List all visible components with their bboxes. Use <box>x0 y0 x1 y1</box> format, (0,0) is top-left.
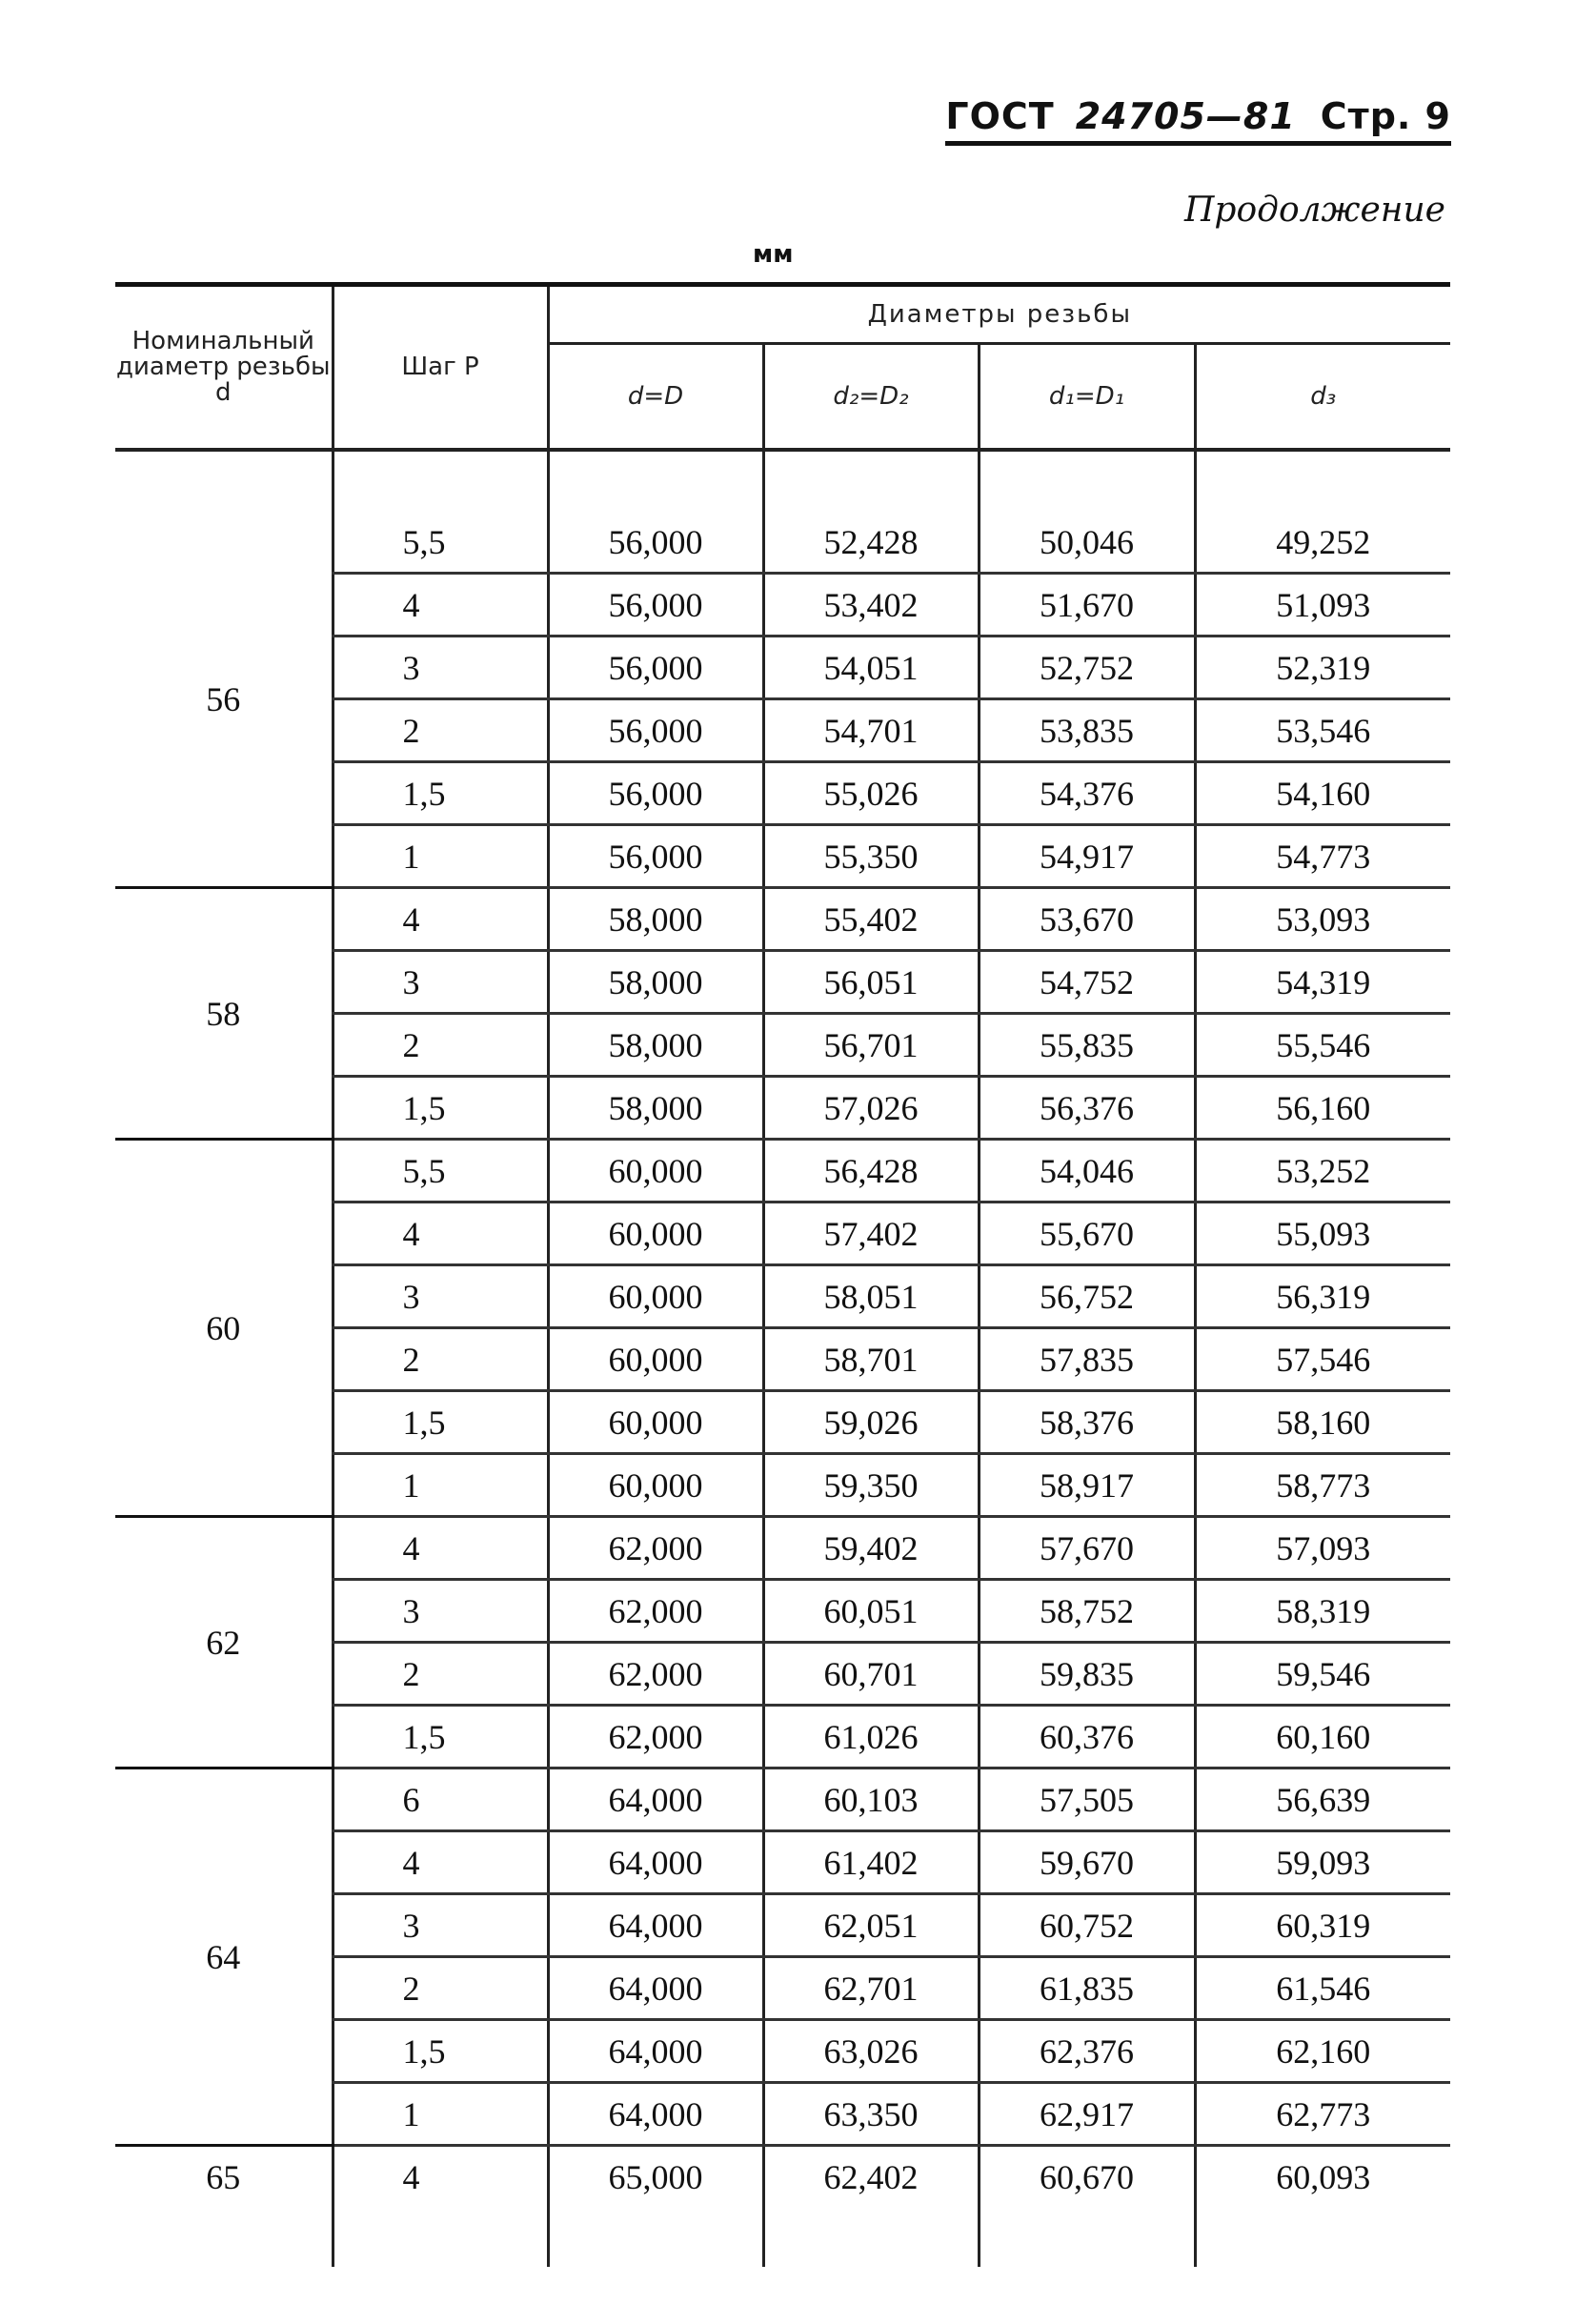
d1-cell: 54,046 <box>979 1140 1195 1203</box>
d-cell: 60,000 <box>548 1265 763 1328</box>
d2-cell: 59,026 <box>763 1391 979 1454</box>
nominal-diameter-cell: 56 <box>115 512 333 888</box>
d-cell: 56,000 <box>548 699 763 762</box>
d1-cell: 62,376 <box>979 2020 1195 2083</box>
d3-cell: 54,773 <box>1195 825 1450 888</box>
nominal-diameter-cell: 65 <box>206 2157 241 2196</box>
d1-cell: 54,917 <box>979 825 1195 888</box>
d1-cell: 56,752 <box>979 1265 1195 1328</box>
d1-cell: 60,752 <box>979 1894 1195 1957</box>
d2-cell: 60,051 <box>763 1580 979 1643</box>
nominal-diameter-header: Номинальный диаметр резьбы d <box>115 285 333 451</box>
pitch-cell: 1 <box>333 1454 548 1517</box>
thread-diameters-header: Диаметры резьбы <box>548 285 1450 344</box>
d1-cell: 60,376 <box>979 1706 1195 1768</box>
table-row <box>115 2146 1450 2208</box>
d-cell: 60,000 <box>548 1391 763 1454</box>
d-cell: 60,000 <box>548 1454 763 1517</box>
d3-cell: 59,093 <box>1195 1831 1450 1894</box>
d1-cell: 51,670 <box>979 574 1195 637</box>
tail-cell <box>333 2207 548 2267</box>
d2-cell: 52,428 <box>763 512 979 574</box>
pitch-cell: 1,5 <box>333 1077 548 1140</box>
d-cell: 64,000 <box>548 1768 763 1831</box>
tail-cell <box>1195 2207 1450 2267</box>
pitch-cell: 2 <box>333 1957 548 2020</box>
d-cell: 56,000 <box>548 574 763 637</box>
d2-cell: 56,428 <box>763 1140 979 1203</box>
pitch-cell: 1,5 <box>333 1706 548 1768</box>
d-cell: 62,000 <box>548 1580 763 1643</box>
d-cell: 58,000 <box>548 951 763 1014</box>
d-cell: 56,000 <box>548 762 763 825</box>
tail-row <box>115 2207 1450 2267</box>
d-cell: 60,000 <box>548 1140 763 1203</box>
d2-cell: 55,350 <box>763 825 979 888</box>
d2-cell: 59,402 <box>763 1517 979 1580</box>
d1-cell: 60,670 <box>979 2146 1195 2208</box>
pitch-cell: 4 <box>333 1831 548 1894</box>
d1-cell: 58,752 <box>979 1580 1195 1643</box>
d1-cell: 53,670 <box>979 888 1195 951</box>
pitch-cell: 3 <box>333 1894 548 1957</box>
d1-cell: 57,670 <box>979 1517 1195 1580</box>
d-cell: 58,000 <box>548 888 763 951</box>
tail-cell <box>979 2207 1195 2267</box>
spacer-cell <box>1195 450 1450 512</box>
d2-cell: 56,701 <box>763 1014 979 1077</box>
d1-cell: 53,835 <box>979 699 1195 762</box>
pitch-cell: 4 <box>333 888 548 951</box>
d-cell: 62,000 <box>548 1706 763 1768</box>
d3-cell: 57,093 <box>1195 1517 1450 1580</box>
d3-cell: 54,319 <box>1195 951 1450 1014</box>
d-cell: 64,000 <box>548 1957 763 2020</box>
pitch-cell: 6 <box>333 1768 548 1831</box>
d1-cell: 50,046 <box>979 512 1195 574</box>
d-cell: 60,000 <box>548 1203 763 1265</box>
d3-cell: 56,319 <box>1195 1265 1450 1328</box>
d1-cell: 58,376 <box>979 1391 1195 1454</box>
d-cell: 60,000 <box>548 1328 763 1391</box>
d3-cell: 53,093 <box>1195 888 1450 951</box>
d3-cell: 55,093 <box>1195 1203 1450 1265</box>
d2-cell: 60,103 <box>763 1768 979 1831</box>
d-cell: 64,000 <box>548 2020 763 2083</box>
d-cell: 56,000 <box>548 512 763 574</box>
d2-cell: 59,350 <box>763 1454 979 1517</box>
d2-cell: 60,701 <box>763 1643 979 1706</box>
d1-cell: 59,670 <box>979 1831 1195 1894</box>
tail-cell <box>763 2207 979 2267</box>
d2-cell: 61,026 <box>763 1706 979 1768</box>
pitch-cell: 2 <box>333 699 548 762</box>
d-cell: 65,000 <box>548 2146 763 2208</box>
d1-cell: 57,505 <box>979 1768 1195 1831</box>
spacer-cell <box>333 450 548 512</box>
pitch-cell: 5,5 <box>333 512 548 574</box>
spacer-row <box>115 450 1450 512</box>
d3-cell: 49,252 <box>1195 512 1450 574</box>
d2-cell: 55,402 <box>763 888 979 951</box>
pitch-cell: 1 <box>333 2083 548 2146</box>
d3-cell: 58,319 <box>1195 1580 1450 1643</box>
pitch-cell: 1,5 <box>333 762 548 825</box>
d3-cell: 56,639 <box>1195 1768 1450 1831</box>
d3-cell: 60,093 <box>1195 2146 1450 2208</box>
d1-cell: 52,752 <box>979 637 1195 699</box>
d1-cell: 54,752 <box>979 951 1195 1014</box>
d3-cell: 61,546 <box>1195 1957 1450 2020</box>
d-cell: 58,000 <box>548 1077 763 1140</box>
d3-cell: 56,160 <box>1195 1077 1450 1140</box>
d1-cell: 59,835 <box>979 1643 1195 1706</box>
table-row <box>115 1140 1450 1203</box>
d-cell: 62,000 <box>548 1517 763 1580</box>
d3-cell: 58,160 <box>1195 1391 1450 1454</box>
standard-number: 24705—81 <box>1075 95 1296 137</box>
d2-cell: 57,026 <box>763 1077 979 1140</box>
spacer-cell <box>548 450 763 512</box>
nominal-diameter-cell: 64 <box>115 1768 333 2146</box>
d2-cell: 58,051 <box>763 1265 979 1328</box>
pitch-cell: 2 <box>333 1328 548 1391</box>
d2-cell: 53,402 <box>763 574 979 637</box>
d3-cell: 52,319 <box>1195 637 1450 699</box>
table-row <box>115 1517 1450 1580</box>
pitch-cell: 4 <box>333 574 548 637</box>
d1-cell: 56,376 <box>979 1077 1195 1140</box>
pitch-cell: 1 <box>333 825 548 888</box>
table-body <box>115 450 1450 2267</box>
unit-label: мм <box>753 240 794 269</box>
pitch-cell: 2 <box>333 1014 548 1077</box>
d3-cell: 57,546 <box>1195 1328 1450 1391</box>
tail-cell <box>115 2207 333 2267</box>
d2-cell: 61,402 <box>763 1831 979 1894</box>
d1-cell: 54,376 <box>979 762 1195 825</box>
d-cell: 64,000 <box>548 1831 763 1894</box>
d3-cell: 60,160 <box>1195 1706 1450 1768</box>
pitch-cell: 3 <box>333 637 548 699</box>
standard-label: ГОСТ <box>945 95 1055 137</box>
spacer-cell <box>979 450 1195 512</box>
d3-cell: 51,093 <box>1195 574 1450 637</box>
nominal-diameter-cell: 60 <box>115 1140 333 1517</box>
d3-cell: 58,773 <box>1195 1454 1450 1517</box>
pitch-cell: 4 <box>333 2146 548 2208</box>
d1-cell: 58,917 <box>979 1454 1195 1517</box>
spacer-cell <box>763 450 979 512</box>
d1-cell: 55,670 <box>979 1203 1195 1265</box>
d-cell: 56,000 <box>548 637 763 699</box>
pitch-cell: 1,5 <box>333 2020 548 2083</box>
nominal-diameter-cell: 62 <box>115 1517 333 1768</box>
pitch-cell: 4 <box>333 1203 548 1265</box>
d-cell: 64,000 <box>548 2083 763 2146</box>
d2-column-header: d₂=D₂ <box>763 344 979 451</box>
d2-cell: 62,402 <box>763 2146 979 2208</box>
d1-cell: 62,917 <box>979 2083 1195 2146</box>
d-cell: 62,000 <box>548 1643 763 1706</box>
pitch-cell: 2 <box>333 1643 548 1706</box>
pitch-cell: 3 <box>333 1265 548 1328</box>
spacer-cell <box>115 450 333 512</box>
page-header <box>945 95 1451 146</box>
d3-cell: 60,319 <box>1195 1894 1450 1957</box>
table-row <box>115 888 1450 951</box>
d2-cell: 63,350 <box>763 2083 979 2146</box>
d2-cell: 63,026 <box>763 2020 979 2083</box>
d2-cell: 56,051 <box>763 951 979 1014</box>
d2-cell: 57,402 <box>763 1203 979 1265</box>
pitch-cell: 3 <box>333 951 548 1014</box>
d-cell: 58,000 <box>548 1014 763 1077</box>
d2-cell: 62,051 <box>763 1894 979 1957</box>
d3-cell: 55,546 <box>1195 1014 1450 1077</box>
d3-cell: 62,773 <box>1195 2083 1450 2146</box>
d1-cell: 61,835 <box>979 1957 1195 2020</box>
pitch-cell: 4 <box>333 1517 548 1580</box>
pitch-cell: 3 <box>333 1580 548 1643</box>
pitch-header: Шаг P <box>333 285 548 451</box>
d3-cell: 53,252 <box>1195 1140 1450 1203</box>
d1-column-header: d₁=D₁ <box>979 344 1195 451</box>
d3-cell: 53,546 <box>1195 699 1450 762</box>
table-row <box>115 512 1450 574</box>
thread-diameter-table <box>115 282 1450 2267</box>
table-row <box>115 1768 1450 1831</box>
d1-cell: 55,835 <box>979 1014 1195 1077</box>
tail-cell <box>548 2207 763 2267</box>
d3-cell: 54,160 <box>1195 762 1450 825</box>
d2-cell: 55,026 <box>763 762 979 825</box>
nominal-diameter-cell: 58 <box>115 888 333 1140</box>
d2-cell: 58,701 <box>763 1328 979 1391</box>
d2-cell: 54,701 <box>763 699 979 762</box>
d-column-header: d=D <box>548 344 763 451</box>
d3-column-header: d₃ <box>1195 344 1450 451</box>
d2-cell: 54,051 <box>763 637 979 699</box>
d1-cell: 57,835 <box>979 1328 1195 1391</box>
pitch-cell: 5,5 <box>333 1140 548 1203</box>
page-number: Стр. 9 <box>1320 95 1451 137</box>
d-cell: 64,000 <box>548 1894 763 1957</box>
d3-cell: 62,160 <box>1195 2020 1450 2083</box>
d3-cell: 59,546 <box>1195 1643 1450 1706</box>
continuation-label: Продолжение <box>1184 191 1445 230</box>
d-cell: 56,000 <box>548 825 763 888</box>
pitch-cell: 1,5 <box>333 1391 548 1454</box>
d2-cell: 62,701 <box>763 1957 979 2020</box>
